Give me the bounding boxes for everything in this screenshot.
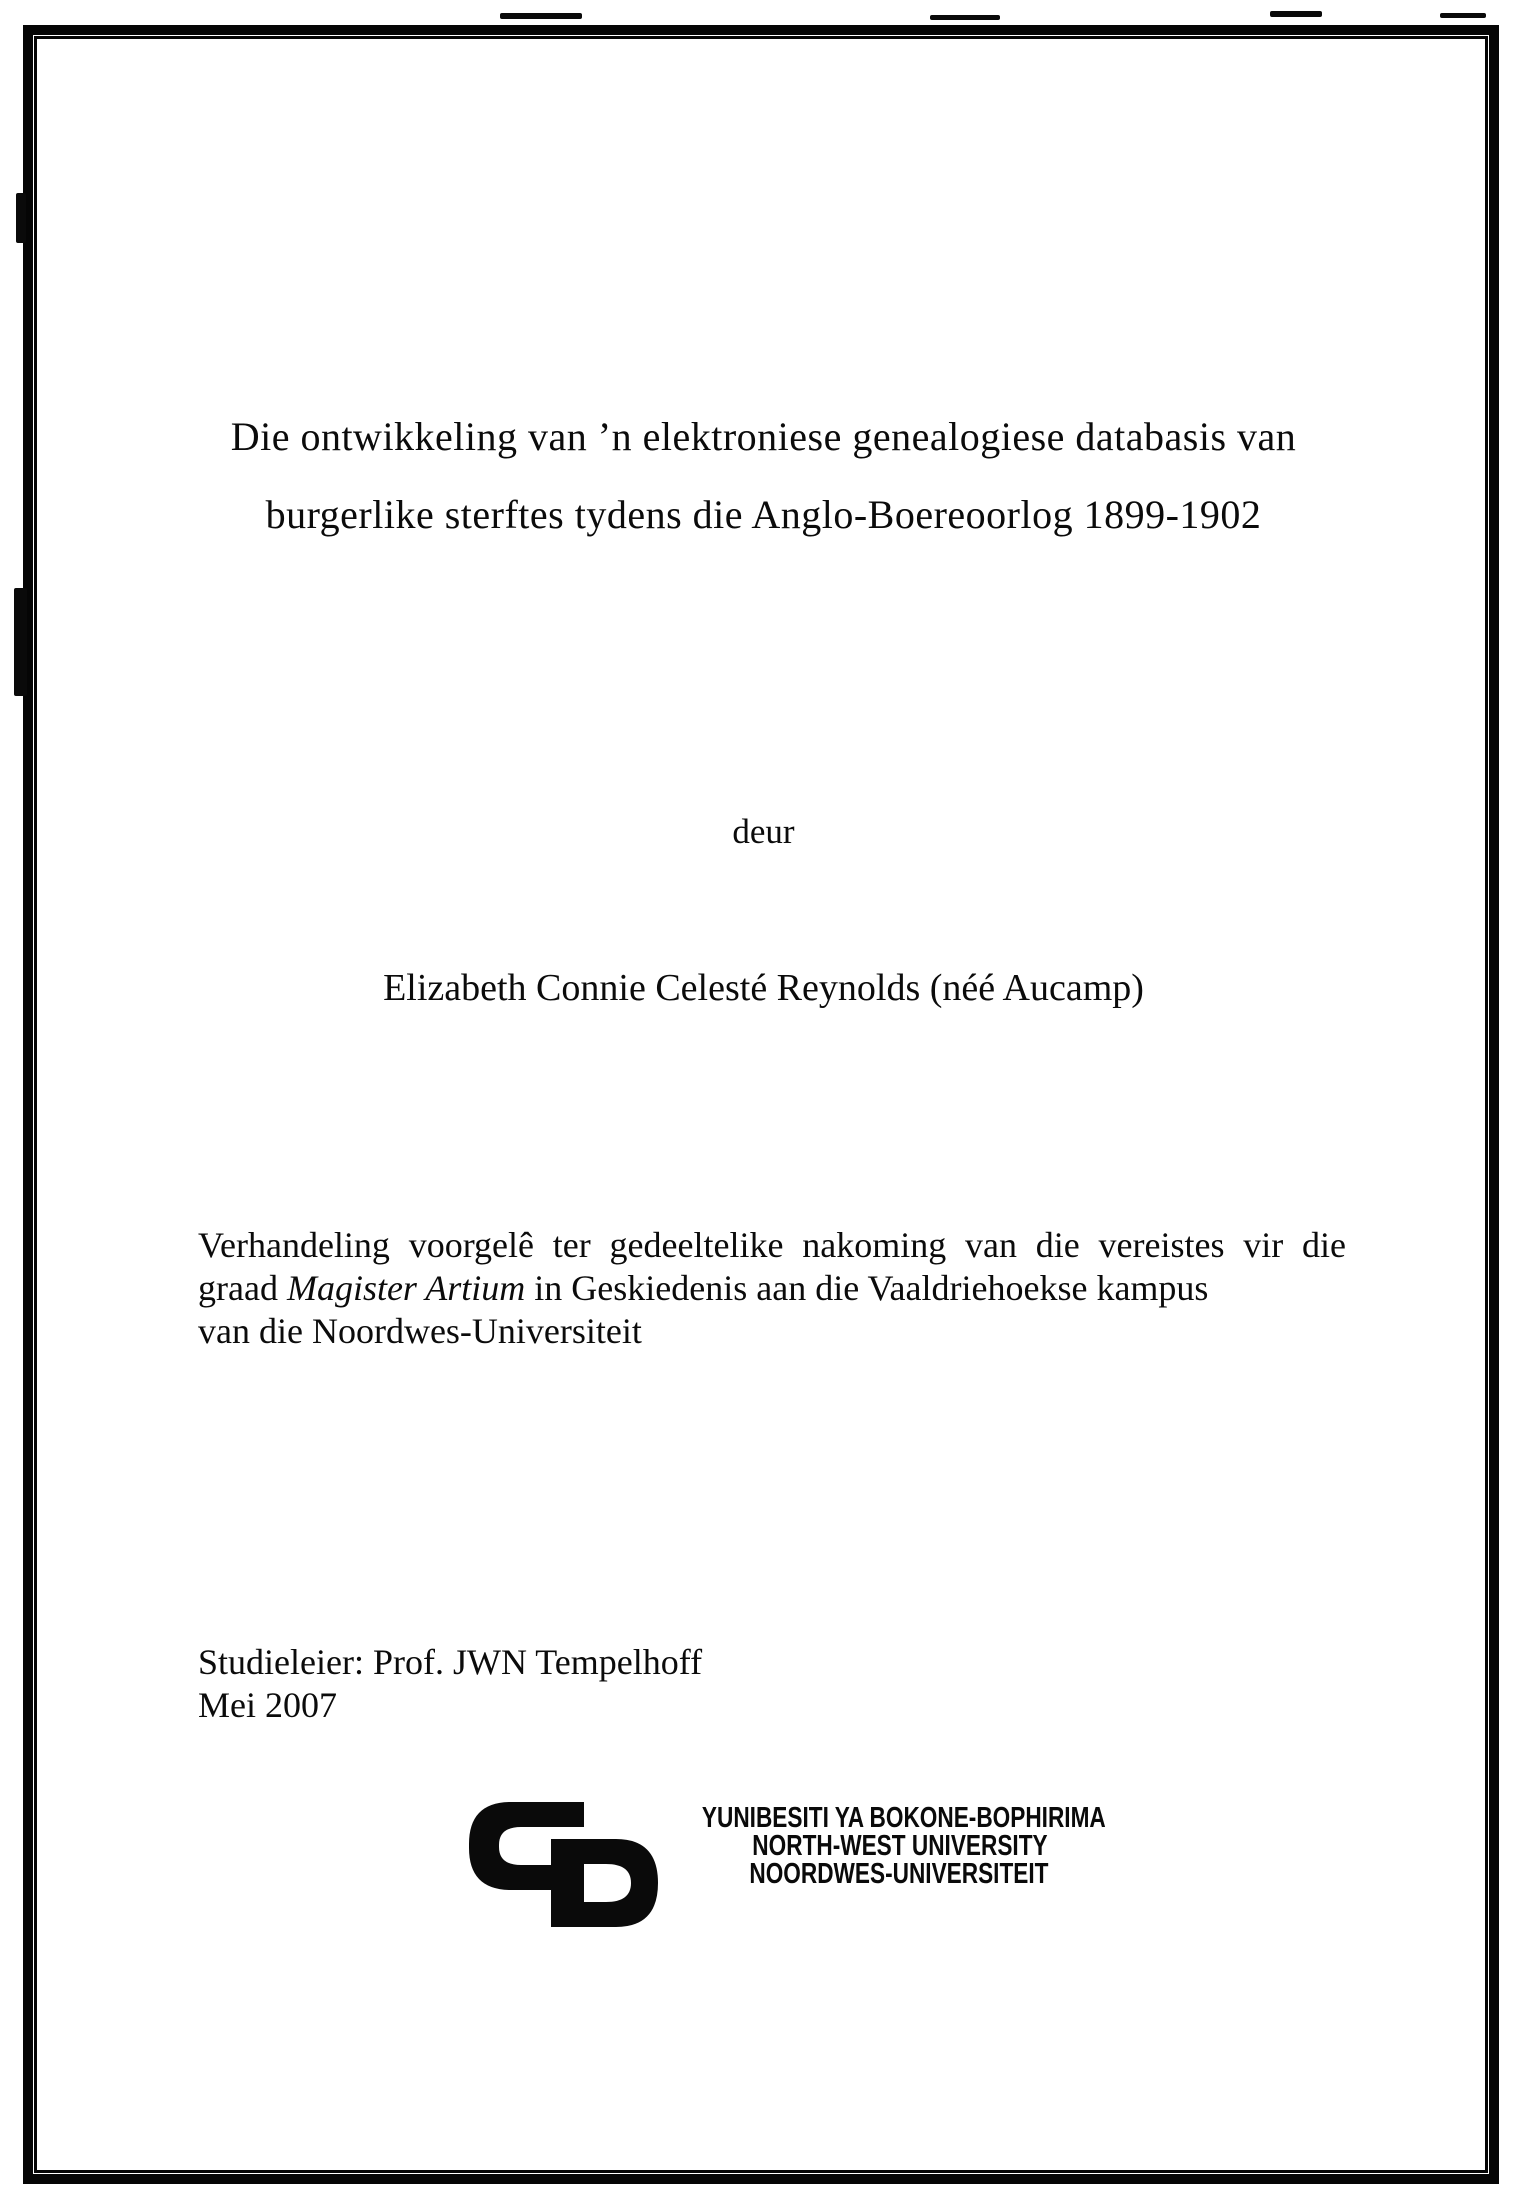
logo-text-afrikaans: NOORDWES-UNIVERSITEIT — [748, 1858, 1048, 1890]
degree-name: Magister Artium — [286, 1268, 526, 1308]
logo-text-setswana: YUNIBESITI YA BOKONE-BOPHIRIMA — [701, 1802, 1106, 1834]
degree-statement-line3: van die Noordwes-Universiteit — [198, 1311, 642, 1351]
supervisor-block — [198, 1641, 702, 1727]
degree-statement-line2 — [198, 1267, 1346, 1310]
thesis-title-line2: burgerlike sterftes tydens die Anglo-Boereoorlog 1899-1902 — [265, 492, 1262, 537]
degree-statement-line1: Verhandeling voorgelê ter gedeeltelike nakoming van die vereistes vir die — [198, 1225, 1346, 1265]
degree-statement — [198, 1224, 1346, 1353]
scan-artifact — [500, 13, 582, 19]
date-line: Mei 2007 — [198, 1685, 337, 1725]
scan-artifact — [1270, 11, 1322, 17]
supervisor-line: Studieleier: Prof. JWN Tempelhoff — [198, 1642, 703, 1682]
thesis-title — [50, 398, 1477, 554]
university-logo — [466, 1794, 1106, 1944]
scan-artifact — [14, 588, 27, 696]
author-name: Elizabeth Connie Celesté Reynolds (néé Aucamp) — [383, 967, 1144, 1009]
scan-artifact — [1440, 13, 1486, 18]
university-logo-text — [588, 1802, 1106, 1890]
scan-artifact — [930, 15, 1000, 20]
byline: deur — [732, 812, 795, 851]
logo-text-english: NORTH-WEST UNIVERSITY — [752, 1830, 1048, 1862]
degree-statement-line2-pre: graad — [198, 1268, 287, 1308]
scan-artifact — [16, 193, 26, 243]
thesis-title-line1: Die ontwikkeling van ’n elektroniese genealogiese databasis van — [230, 414, 1297, 459]
degree-statement-line2-post: in Geskiedenis aan die Vaaldriehoekse kampus — [525, 1268, 1209, 1308]
